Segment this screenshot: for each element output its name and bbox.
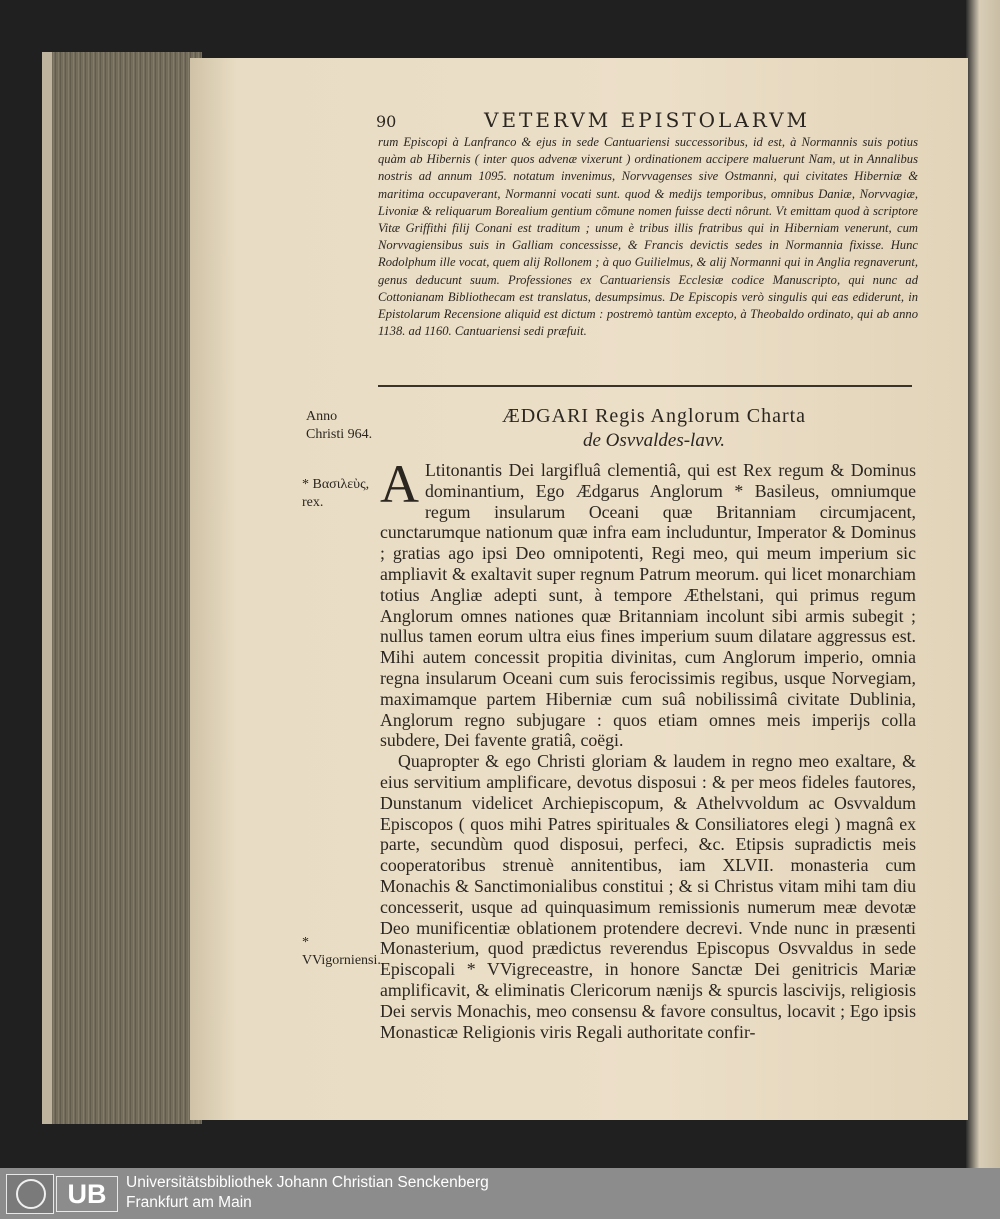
charter-title	[404, 404, 904, 454]
charter-paragraph-1-text: Ltitonantis Dei largifluâ clementiâ, qui est Rex regum & Dominus dominantium, Ego Ædgarus Anglorum * Basileus, omniumque regum insularum Oceani quæ Britanniam circumjacent, cunctarumque nationum quæ infra eam includuntur, Imperator & Dominus ; gratias ago ipsi Deo omnipotenti, Regi meo, qui meum imperium sic ampliavit & exaltavit super regnum Patrum meorum. qui licet monarchiam totius Angliæ adepti sunt, à tempore Æthelstani, qui primus regum Anglorum omnes nationes quæ Britanniam incolunt sibi armis subegit ; nullus tamen eorum ultra eius fines imperium suum dilatare aggressus est. Mihi autem concessit propitia divinitas, cum Anglorum imperio, omnia regna insularum Oceani cum suis ferocissimis regibus, usque Norvegiam, maximamque partem Hiberniæ cum suâ nobilissimâ civitate Dublinia, Anglorum regno subjugare : quos etiam omnes meis imperijs colla subdere, Dei favente gratiâ, coëgi.	[380, 460, 916, 751]
margin-note-anno: Anno Christi 964.	[306, 409, 373, 442]
facing-page-edge	[966, 0, 1000, 1168]
charter-title-line1: ÆDGARI Regis Anglorum Charta	[501, 405, 807, 427]
charter-title-line2: de Osvvaldes-lavv.	[582, 430, 726, 451]
page-number: 90	[376, 112, 397, 131]
margin-note-vvigorniensi: * VVigorniensi.	[302, 935, 381, 968]
book-page	[190, 58, 968, 1120]
book-page-edges	[42, 52, 202, 1124]
institution-line2: Frankfurt am Main	[126, 1194, 252, 1211]
margin-note-basileus: * Βασιλεὺς, rex.	[302, 477, 370, 510]
section-divider	[378, 385, 912, 387]
preface-text: rum Episcopi à Lanfranco & ejus in sede Cantuariensi successoribus, id est, à Normannis suis potius quàm ab Hibernis ( inter quos advenæ vixerunt ) ordinationem accipere maluerunt Nam, ut in Annalibus nostris ad annum 1095. notatum invenimus, Norvvagenses sive Ostmanni, qui civitates Hiberniæ & maritima occupaverant, Normanni vocati sunt. quod & medijs temporibus, omnibus Daniæ, Norvvagiæ, Livoniæ & reliquarum Borealium gentium cõmune nomen fuisse decti nôrunt. Vt emittam quod à scriptore Vitæ Griffithi filij Conani est traditum ; unum è tribus illis fratribus qui in Hiberniam venerunt, cum Norvvagiensibus suis in Galliam concessisse, & Francis devictis sedes in Normannia fixisse. Hunc Rodolphum ille vocat, quem alij Rollonem ; à quo Guilielmus, & alij Normanni qui in Anglia regnaverunt, genus deducunt suum. Professiones ex Cantuariensis Ecclesiæ codice Manuscripto, qui nunc ad Cottonianam Bibliothecam est translatus, desumpsimus. De Episcopis verò singulis qui eas ediderunt, in Epistolarum Recensione aliquid est dictum : postremò tantùm excepto, à Theobaldo ordinato, qui ab anno 1138. ad 1160. Cantuariensi sedi præfuit.	[378, 135, 918, 339]
institution-line1: Universitätsbibliothek Johann Christian Senckenberg	[126, 1174, 489, 1191]
page-header	[376, 108, 936, 134]
drop-cap: A	[380, 454, 419, 514]
institution-name	[126, 1173, 489, 1213]
charter-paragraph-1	[380, 454, 916, 751]
library-seal-icon	[6, 1174, 54, 1214]
running-title: VETERVM EPISTOLARVM	[484, 108, 810, 132]
charter-paragraph-2: Quapropter & ego Christi gloriam & laudem in regno meo exaltare, & eius servitium amplificare, devotus disposui : & per meos fideles fautores, Dunstanum videlicet Archiepiscopum, & Athelvvoldum ac Osvvaldum Episcopos ( quos mihi Patres spirituales & Consiliatores elegi ) magnâ ex parte, secundùm quod disposui, perfeci, &c. Etipsis supradictis meis cooperatoribus strenuè annitentibus, iam XLVII. monasteria cum Monachis & Sanctimonialibus constitui ; & si Christus vitam mihi tam diu concesserit, usque ad quinquasimum remissionis numerum meæ devotæ Deo munificentiæ oblationem protendere decrevi. Vnde nunc in præsenti Monasterium, quod prædictus reverendus Episcopus Osvvaldus in sede Episcopali * VVigreceastre, in honore Sanctæ Dei genitricis Mariæ amplificavit, & eliminatis Clericorum nænijs & spurcis lascivijs, religiosis Dei servis Monachis, meo consensu & favore consultus, locavit ; Ego ipsis Monasticæ Religionis viris Regali authoritate confir-	[380, 751, 916, 1042]
library-footer-bar	[0, 1168, 1000, 1219]
charter-body	[380, 454, 916, 1042]
ub-logo-text: UB	[56, 1176, 118, 1212]
ub-logo[interactable]	[6, 1174, 118, 1214]
